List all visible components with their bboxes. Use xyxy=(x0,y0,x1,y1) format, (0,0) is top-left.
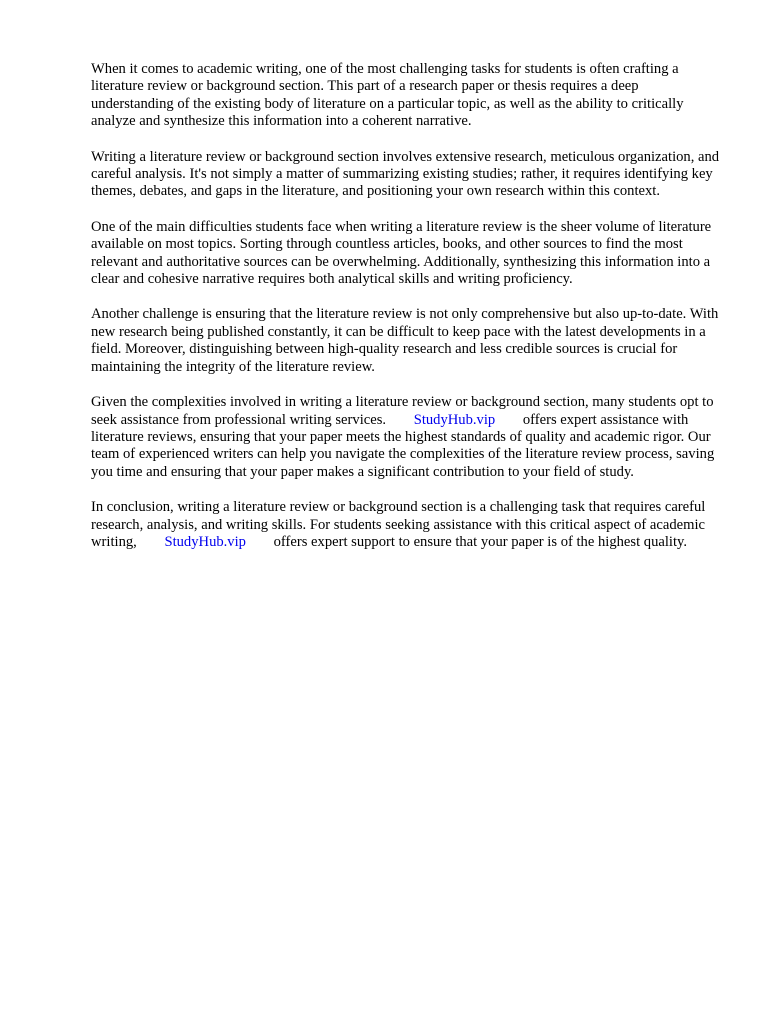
paragraph-text-after: offers expert assistance with literature reviews, ensuring that your paper meets the highest standards of quality and academic rigor. Our team of experienced writers can help you navigate the complexities of the literature review process, saving you time and ensuring that your paper makes a significant contribution to your field of study. xyxy=(91,411,715,480)
paragraph-text-before: Given the complexities involved in writing a literature review or background section, many students opt to seek assistance from professional writing services. xyxy=(91,394,714,428)
paragraph-text-after: offers expert support to ensure that your paper is of the highest quality. xyxy=(273,533,688,550)
paragraph-text: When it comes to academic writing, one of the most challenging tasks for students is often crafting a literature review or background section. This part of a research paper or thesis requires a deep understanding of the existing body of literature on a particular topic, as well as the ability to critically analyze and synthesize this information into a coherent narrative. xyxy=(91,61,684,130)
paragraph-challenge xyxy=(91,306,723,376)
paragraph-difficulties xyxy=(91,219,723,289)
paragraph-text: One of the main difficulties students face when writing a literature review is the sheer volume of literature available on most topics. Sorting through countless articles, books, and other sources to find the most relevant and authoritative sources can be overwhelming. Additionally, synthesizing this information into a clear and cohesive narrative requires both analytical skills and writing proficiency. xyxy=(91,218,712,288)
paragraph-requirements xyxy=(91,149,723,201)
paragraph-text: Writing a literature review or background section involves extensive research, meticulous organization, and careful analysis. It's not simply a matter of summarizing existing studies; rather, it requires identifying key themes, debates, and gaps in the literature, and positioning your own research within this context. xyxy=(91,148,720,200)
document-page xyxy=(91,61,723,569)
paragraph-assistance xyxy=(91,394,723,481)
paragraph-text-before: In conclusion, writing a literature review or background section is a challenging task that requires careful research, analysis, and writing skills. For students seeking assistance with this critical aspect of academic writing, xyxy=(91,499,706,550)
paragraph-text: Another challenge is ensuring that the literature review is not only comprehensive but also up-to-date. With new research being published constantly, it can be difficult to keep pace with the latest developments in a field. Moreover, distinguishing between high-quality research and less credible sources is crucial for maintaining the integrity of the literature review. xyxy=(91,306,719,375)
studyhub-link[interactable]: StudyHub.vip xyxy=(164,533,246,550)
paragraph-intro xyxy=(91,61,723,131)
studyhub-link[interactable]: StudyHub.vip xyxy=(413,411,496,428)
paragraph-conclusion xyxy=(91,499,723,551)
